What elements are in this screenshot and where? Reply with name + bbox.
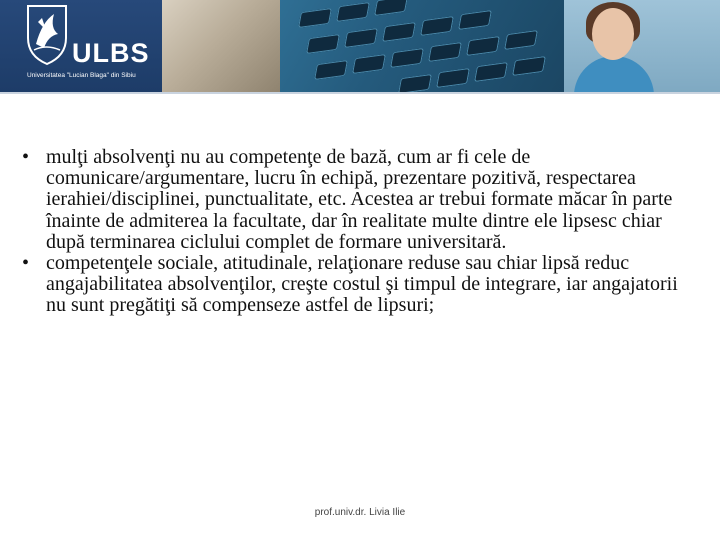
bullet-list [22,147,692,317]
bullet-icon: • [22,252,30,275]
bullet-text: mulţi absolvenţi nu au competenţe de bază, cum ar fi cele de comunicare/argumentare, lucru în echipă, prezentare pozitivă, respectarea ierahiei/disciplinei, punctualitate, etc. Acestea ar trebui formate măcar în parte înainte de admiterea la facultate, dar în realitate multe dintre ele lipsesc chiar după terminarea ciclului complet de formare universitară. [46,146,673,253]
keyboard-photo [280,0,564,92]
bullet-icon: • [22,146,30,168]
students-photo [162,0,280,92]
university-logo [0,0,162,92]
crest-icon [24,4,70,66]
header-divider [0,92,720,94]
bullet-item [22,147,692,253]
bullet-item [22,253,692,317]
woman-photo [564,0,720,92]
logo-subtitle: Universitatea "Lucian Blaga" din Sibiu [27,72,136,79]
header-banner [0,0,720,92]
bullet-text: competenţele sociale, atitudinale, relaţionare reduse sau chiar lipsă reduc angajabilitatea absolvenţilor, creşte costul şi timpul de integrare, iar angajatorii nu sunt pregătiţi să compenseze astfel de lipsuri; [46,252,678,317]
footer-author: prof.univ.dr. Livia Ilie [314,507,406,518]
logo-text: ULBS [72,38,150,68]
